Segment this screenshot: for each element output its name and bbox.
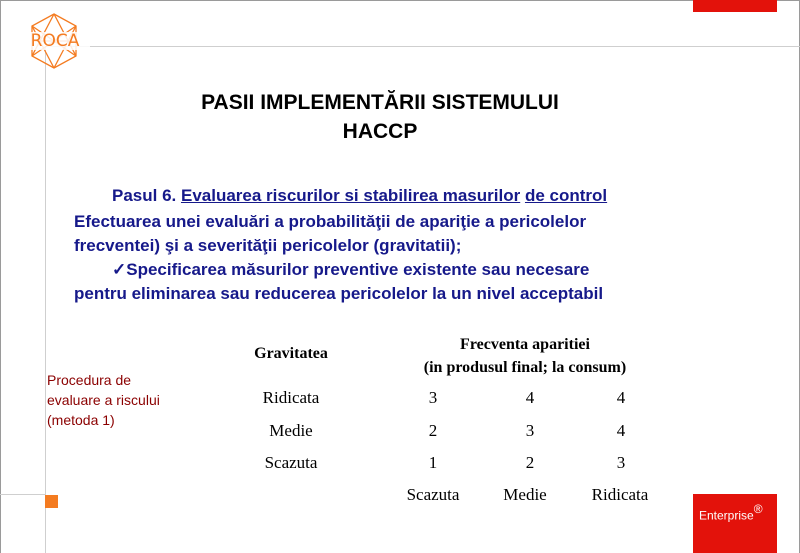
roca-logo [14,12,94,70]
column-label: Scazuta [406,485,460,504]
frame-left-border [0,0,1,553]
left-divider [45,46,46,553]
table-cell: 2 [525,453,535,472]
table-cell: 2 [428,421,438,440]
procedure-label [47,370,160,430]
step-description [74,210,724,306]
col-header-line-1: Frecventa aparitiei [460,336,590,353]
desc-line-4: pentru eliminarea sau reducerea pericolelor la un nivel acceptabil [74,284,604,303]
desc-line-3: Specificarea măsurilor preventive existente sau necesare [126,260,590,279]
desc-line-1: Efectuarea unei evaluări a probabilităţii de apariţie a pericolelor [74,212,587,231]
table-row-header: Gravitatea [254,345,328,362]
step-prefix: Pasul 6. [112,186,181,205]
row-label: Medie [269,421,313,440]
row-label: Scazuta [264,453,318,472]
footer-divider [0,494,46,495]
column-label: Medie [503,485,547,504]
procedure-line-1: Procedura de [47,372,132,388]
brand-badge [693,494,777,553]
table-col-header [380,333,670,379]
title-line-2: HACCP [342,120,418,143]
table-cell: 4 [616,388,626,407]
table-cell: 4 [616,421,626,440]
table-cell: 1 [428,453,438,472]
row-label: Ridicata [262,388,320,407]
procedure-line-2: evaluare a riscului [47,392,160,408]
title-line-1: PASII IMPLEMENTĂRII SISTEMULUI [201,91,559,114]
frame-top-border [0,0,799,1]
page-title [80,88,680,146]
table-cell: 3 [428,388,438,407]
col-header-line-2: (in produsul final; la consum) [423,359,627,376]
desc-bullet [74,258,724,282]
step-title-suffix: de control [524,186,608,205]
table-cell: 3 [616,453,626,472]
brand-name: Enterprise [699,508,754,523]
checkmark-icon: ✓ [112,260,127,279]
registered-mark-icon: ® [753,502,763,516]
roca-logo-text: ROCA [20,32,90,50]
step-heading [112,185,607,207]
table-cell: 4 [525,388,535,407]
brand-bar-top [693,0,777,12]
step-title: Evaluarea riscurilor si stabilirea masurilor [180,186,521,205]
column-label: Ridicata [591,485,649,504]
desc-line-2: frecventei) şi a severităţii pericolelor (gravitatii); [74,236,462,255]
accent-square [45,495,58,508]
procedure-line-3: (metoda 1) [47,412,115,428]
table-cell: 3 [525,421,535,440]
header-divider [45,46,800,47]
